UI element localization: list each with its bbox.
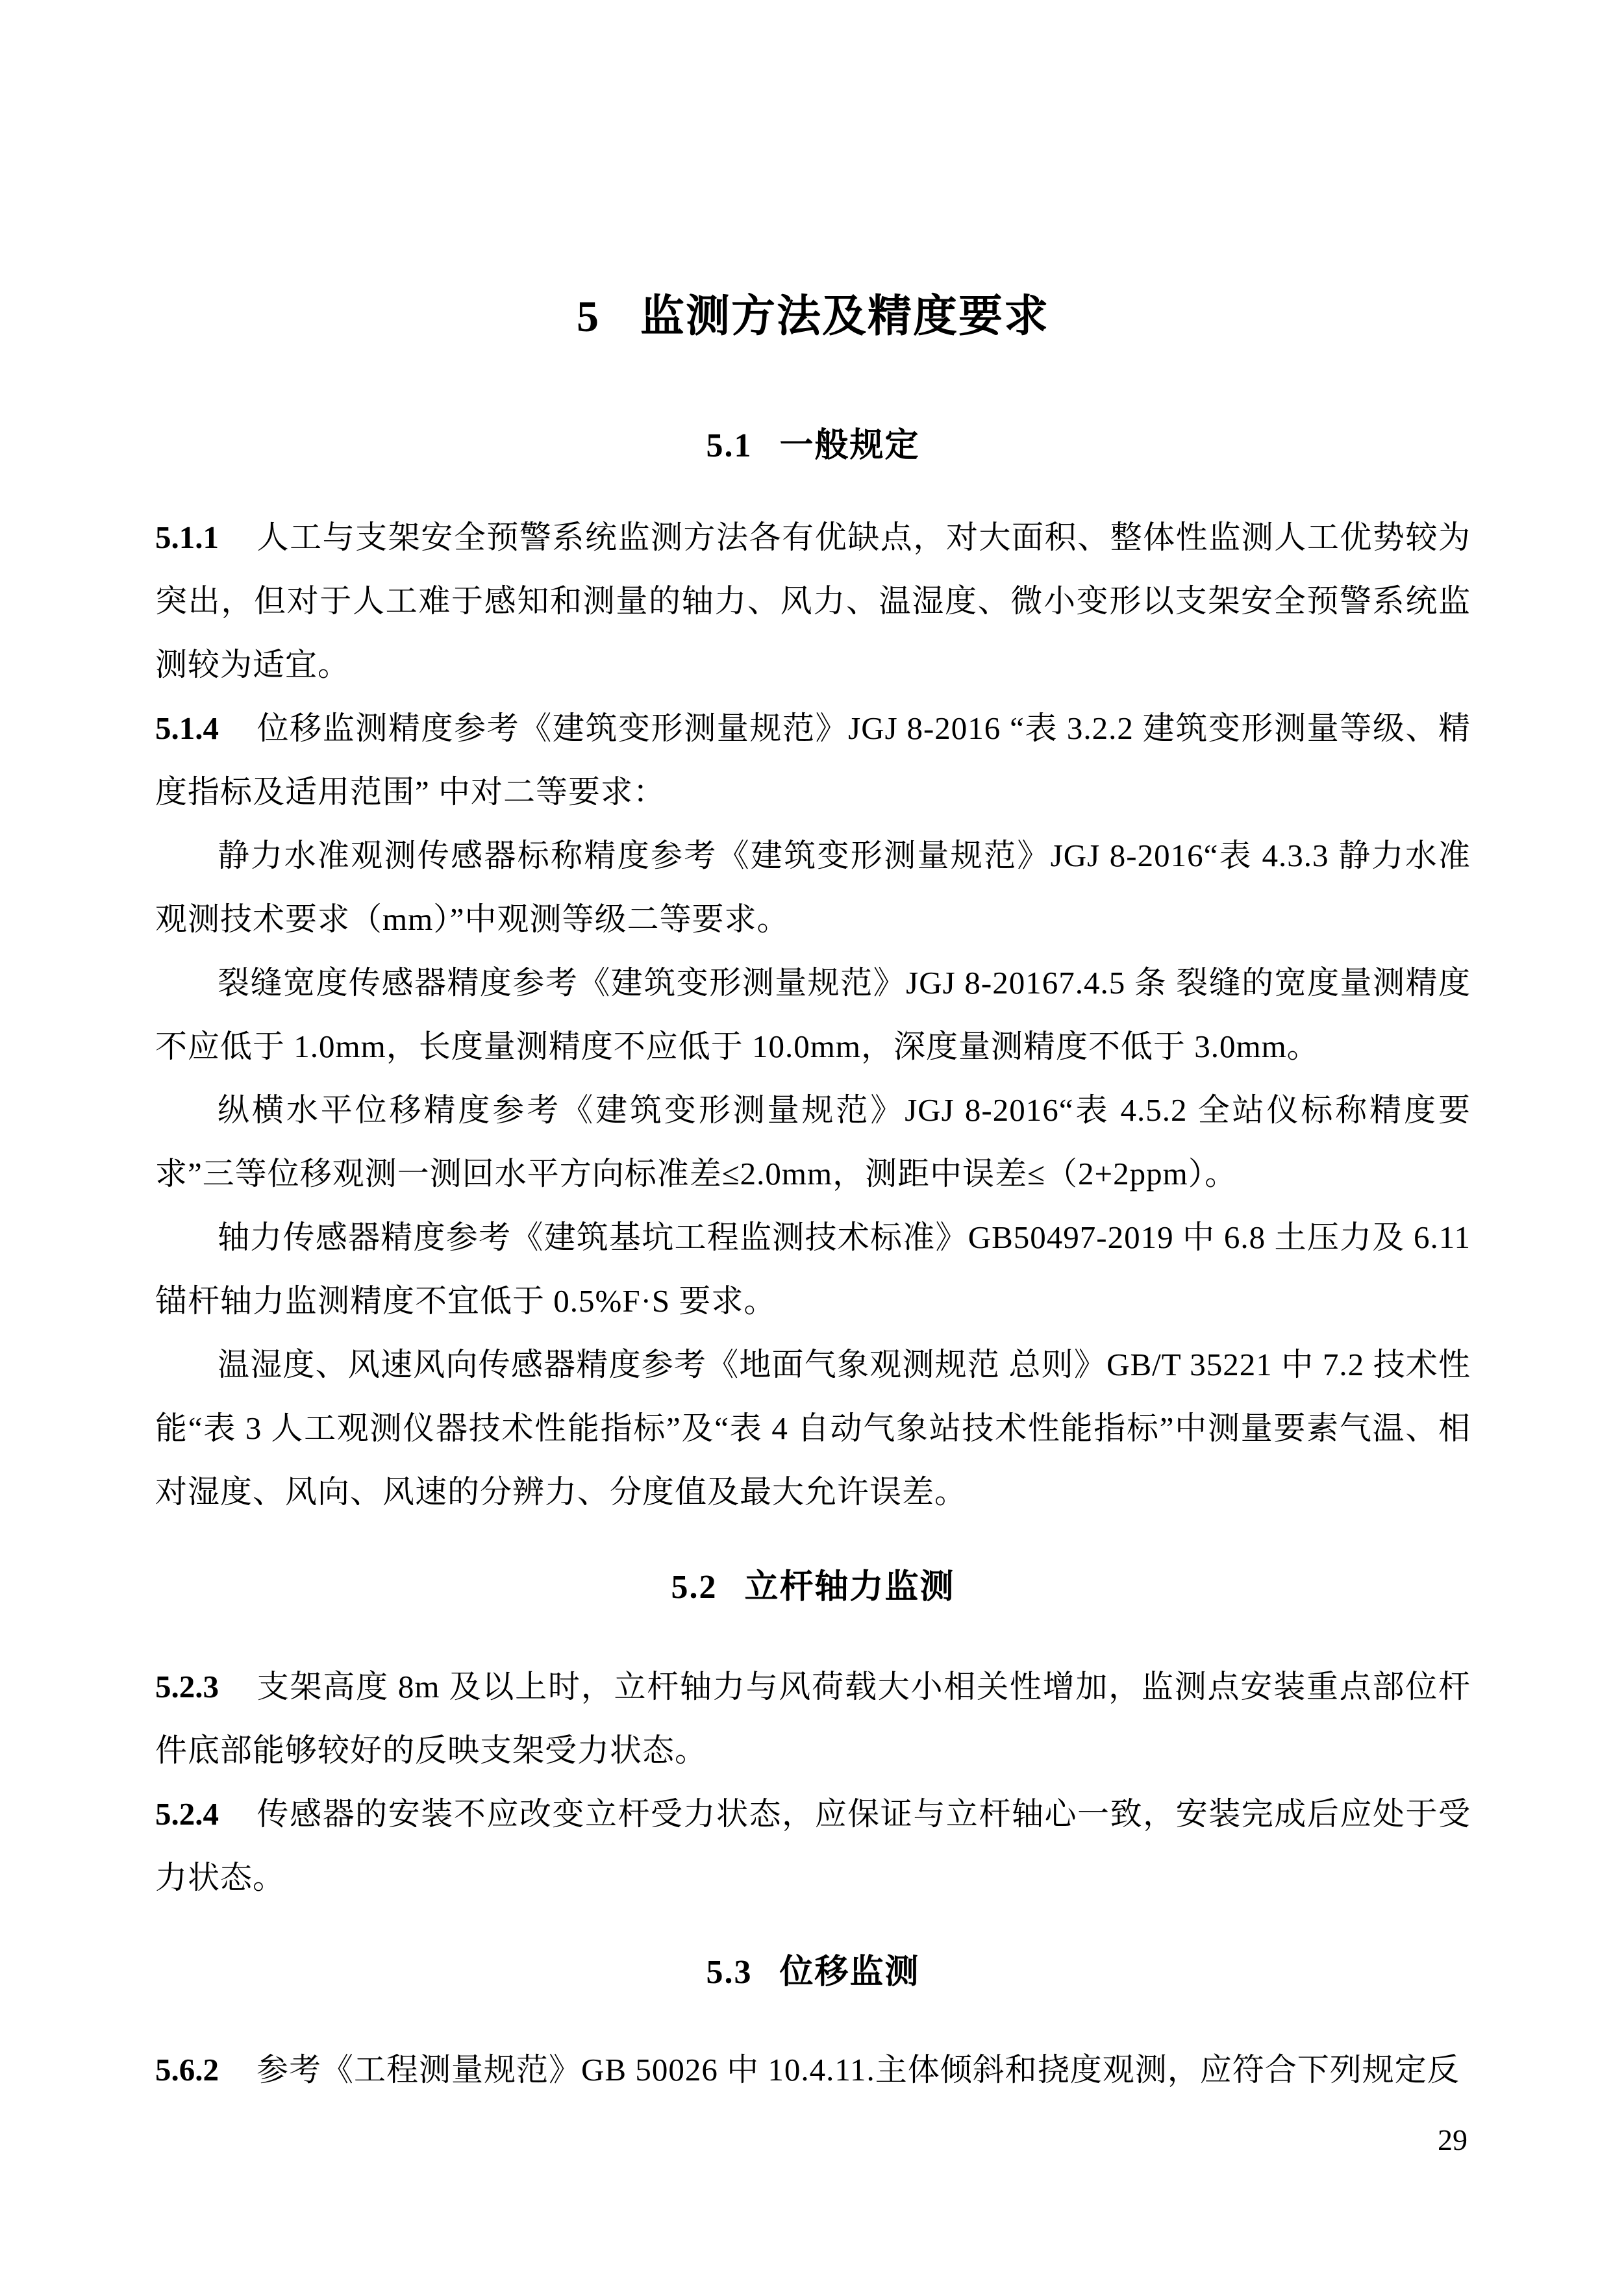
clause-paragraph bbox=[155, 1333, 1471, 1524]
clause-paragraph bbox=[155, 2038, 1471, 2102]
clause-text: 静力水准观测传感器标称精度参考《建筑变形测量规范》JGJ 8-2016“表 4.3.3 静力水准观测技术要求（mm）”中观测等级二等要求。 bbox=[155, 837, 1471, 937]
clause-paragraph bbox=[155, 1206, 1471, 1333]
clause-text: 位移监测精度参考《建筑变形测量规范》JGJ 8-2016 “表 3.2.2 建筑变形测量等级、精度指标及适用范围” 中对二等要求： bbox=[155, 710, 1471, 810]
clause-number: 5.6.2 bbox=[155, 2052, 219, 2088]
clause-text: 传感器的安装不应改变立杆受力状态，应保证与立杆轴心一致，安装完成后应处于受力状态。 bbox=[155, 1795, 1471, 1895]
clause-paragraph bbox=[155, 1782, 1471, 1910]
clause-text: 参考《工程测量规范》GB 50026 中 10.4.11.主体倾斜和挠度观测，应符合下列规定反 bbox=[256, 2052, 1460, 2088]
clause-paragraph bbox=[155, 951, 1471, 1079]
section-heading-text: 立杆轴力监测 bbox=[744, 1568, 955, 1606]
section-body-5-1 bbox=[155, 506, 1471, 1524]
clause-text: 人工与支架安全预警系统监测方法各有优缺点，对大面积、整体性监测人工优势较为突出，但对于人工难于感知和测量的轴力、风力、温湿度、微小变形以支架安全预警系统监测较为适宜。 bbox=[155, 519, 1471, 682]
clause-paragraph bbox=[155, 697, 1471, 824]
clause-text: 裂缝宽度传感器精度参考《建筑变形测量规范》JGJ 8-20167.4.5 条 裂缝的宽度量测精度不应低于 1.0mm，长度量测精度不应低于 10.0mm，深度量测精度不低于 3.0mm。 bbox=[155, 964, 1471, 1064]
chapter-title bbox=[155, 291, 1471, 342]
clause-number: 5.1.4 bbox=[155, 710, 219, 746]
section-body-5-3 bbox=[155, 2038, 1471, 2102]
clause-text: 轴力传感器精度参考《建筑基坑工程监测技术标准》GB50497-2019 中 6.8 土压力及 6.11 锚杆轴力监测精度不宜低于 0.5%F·S 要求。 bbox=[155, 1219, 1471, 1319]
clause-number: 5.2.4 bbox=[155, 1795, 219, 1832]
section-heading-5-1 bbox=[155, 426, 1471, 466]
clause-text: 支架高度 8m 及以上时，立杆轴力与风荷载大小相关性增加，监测点安装重点部位杆件底部能够较好的反映支架受力状态。 bbox=[155, 1668, 1471, 1768]
clause-paragraph bbox=[155, 506, 1471, 697]
chapter-number: 5 bbox=[576, 292, 600, 341]
page-number: 29 bbox=[1438, 2123, 1468, 2156]
clause-number: 5.2.3 bbox=[155, 1668, 219, 1704]
section-number: 5.1 bbox=[706, 427, 753, 465]
section-number: 5.3 bbox=[706, 1953, 753, 1991]
clause-paragraph bbox=[155, 824, 1471, 951]
section-heading-text: 位移监测 bbox=[779, 1953, 920, 1991]
section-heading-text: 一般规定 bbox=[779, 427, 920, 465]
section-heading-5-2 bbox=[155, 1567, 1471, 1608]
clause-text: 温湿度、风速风向传感器精度参考《地面气象观测规范 总则》GB/T 35221 中 7.2 技术性能“表 3 人工观测仪器技术性能指标”及“表 4 自动气象站技术性能指标”中测量要素气温、相对湿度、风向、风速的分辨力、分度值及最大允许误差。 bbox=[155, 1346, 1471, 1510]
chapter-title-text: 监测方法及精度要求 bbox=[640, 292, 1049, 341]
section-number: 5.2 bbox=[671, 1568, 718, 1606]
clause-paragraph bbox=[155, 1079, 1471, 1206]
clause-text: 纵横水平位移精度参考《建筑变形测量规范》JGJ 8-2016“表 4.5.2 全站仪标称精度要求”三等位移观测一测回水平方向标准差≤2.0mm，测距中误差≤（2+2ppm）。 bbox=[155, 1092, 1471, 1192]
section-body-5-2 bbox=[155, 1655, 1471, 1910]
clause-paragraph bbox=[155, 1655, 1471, 1782]
section-heading-5-3 bbox=[155, 1953, 1471, 1993]
clause-number: 5.1.1 bbox=[155, 519, 219, 555]
